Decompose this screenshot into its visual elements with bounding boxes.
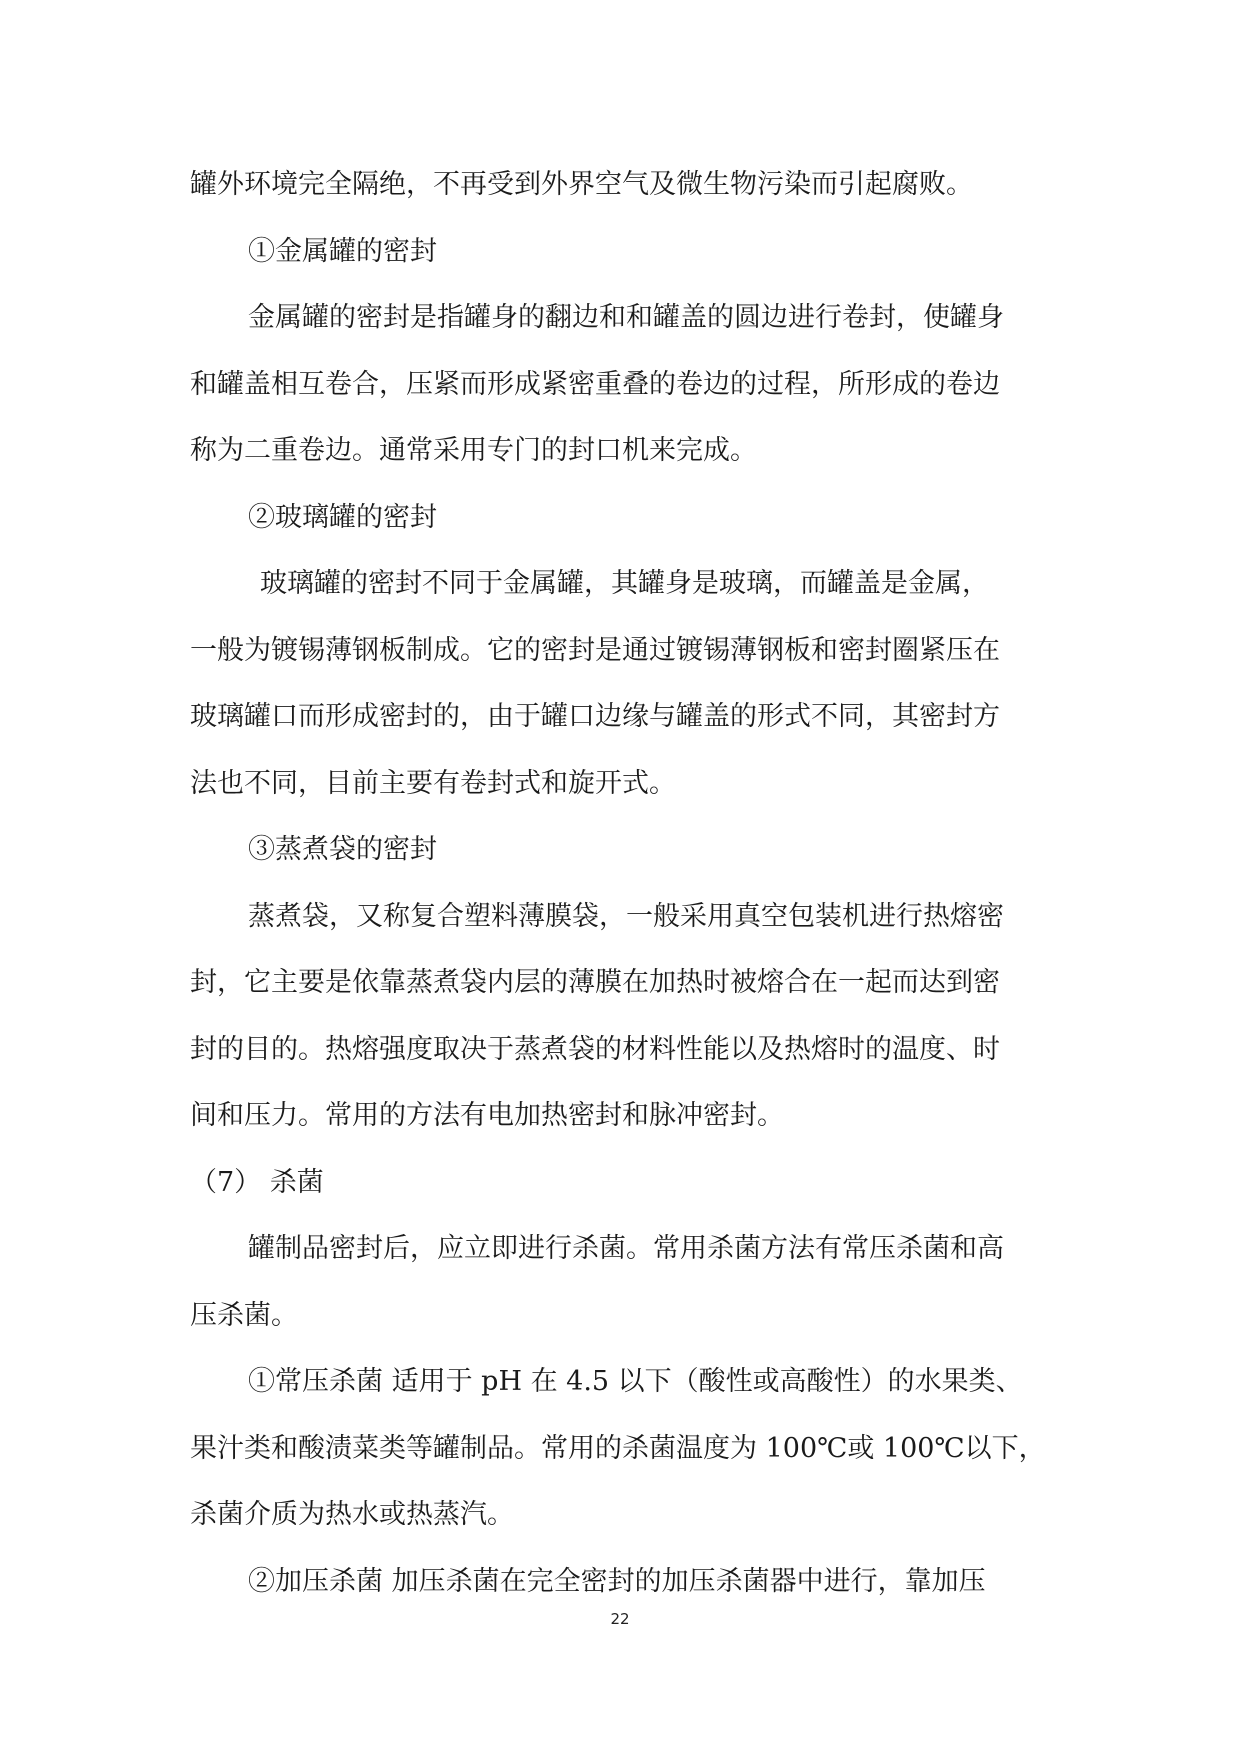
subheading-glass-jar-sealing: ②玻璃罐的密封: [248, 501, 437, 533]
text-line: 封，它主要是依靠蒸煮袋内层的薄膜在加热时被熔合在一起而达到密: [190, 967, 1000, 998]
text-line: 罐制品密封后，应立即进行杀菌。常用杀菌方法有常压杀菌和高: [248, 1233, 1004, 1264]
text-line: 称为二重卷边。通常采用专门的封口机来完成。: [190, 435, 757, 466]
text-line: 间和压力。常用的方法有电加热密封和脉冲密封。: [190, 1100, 784, 1131]
text-line: 果汁类和酸渍菜类等罐制品。常用的杀菌温度为 100℃或 100℃以下，: [190, 1432, 1046, 1464]
text-line: 封的目的。热熔强度取决于蒸煮袋的材料性能以及热熔时的温度、时: [190, 1033, 1000, 1065]
text-line: 玻璃罐的密封不同于金属罐，其罐身是玻璃，而罐盖是金属，: [260, 568, 989, 599]
text-line: 玻璃罐口而形成密封的，由于罐口边缘与罐盖的形式不同，其密封方: [190, 701, 1000, 732]
text-line: 杀菌介质为热水或热蒸汽。: [190, 1499, 514, 1530]
text-line: ②加压杀菌 加压杀菌在完全密封的加压杀菌器中进行，靠加压: [248, 1565, 986, 1597]
text-line: 罐外环境完全隔绝，不再受到外界空气及微生物污染而引起腐败。: [190, 169, 973, 200]
text-line: 金属罐的密封是指罐身的翻边和和罐盖的圆边进行卷封，使罐身: [248, 302, 1004, 333]
section-heading-sterilization: （7） 杀菌: [190, 1166, 324, 1198]
text-line: 法也不同，目前主要有卷封式和旋开式。: [190, 767, 676, 799]
text-line: 蒸煮袋，又称复合塑料薄膜袋，一般采用真空包装机进行热熔密: [248, 900, 1004, 932]
subheading-metal-can-sealing: ①金属罐的密封: [248, 235, 437, 267]
text-line: 压杀菌。: [190, 1299, 298, 1331]
text-line: ①常压杀菌 适用于 pH 在 4.5 以下（酸性或高酸性）的水果类、: [248, 1366, 1023, 1397]
subheading-retort-pouch-sealing: ③蒸煮袋的密封: [248, 834, 437, 865]
page-number: 22: [610, 1610, 630, 1628]
text-line: 一般为镀锡薄钢板制成。它的密封是通过镀锡薄钢板和密封圈紧压在: [190, 634, 1000, 666]
body-text: [190, 152, 1050, 1615]
text-line: 和罐盖相互卷合，压紧而形成紧密重叠的卷边的过程，所形成的卷边: [190, 368, 1000, 400]
